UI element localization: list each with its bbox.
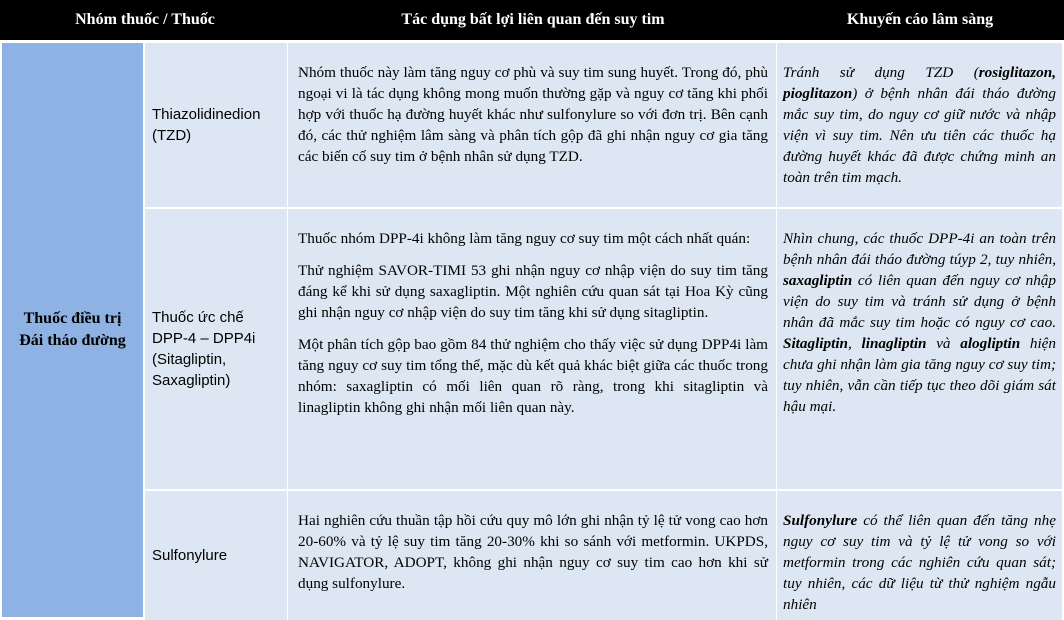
header-clinical-recommendation: Khuyến cáo lâm sàng [846,11,994,28]
drug-name-cell [145,491,288,620]
adverse-effect-cell [288,491,777,620]
drug-name-cell [145,43,288,207]
effect-paragraph: Nhóm thuốc này làm tăng nguy cơ phù và suy tim sung huyết. Trong đó, phù ngoại vi là tác dụng không mong muốn thường gặp và nguy cơ tăng khi phối hợp với thuốc hạ đường huyết khác như sulfonylure so với đơn trị. Bên cạnh đó, các thử nghiệm lâm sàng và phân tích gộp đã ghi nhận nguy cơ gia tăng các biến cố suy tim ở bệnh nhân sử dụng TZD. [298,64,768,165]
header-adverse-effect: Tác dụng bất lợi liên quan đến suy tim [401,11,665,28]
reco-text: ) ở bệnh nhân đái tháo đường mắc suy tim, do nguy cơ giữ nước và nhập viện vì suy tim. Nên ưu tiên các thuốc hạ đường huyết khác đã được chứng minh an toàn trên tim mạch. [783,85,1056,186]
drug-name-line: Thuốc ức chế [152,309,244,326]
recommendation-cell [777,491,1062,620]
reco-drug-name: Sitagliptin [783,335,848,352]
drug-name-line: Thiazolidinedion [152,106,261,123]
table-row-tzd [145,43,1062,207]
effect-paragraph: Hai nghiên cứu thuần tập hồi cứu quy mô lớn ghi nhận tỷ lệ tử vong cao hơn 20-60% và tỷ lệ suy tim tăng 20-30% khi so sánh với metformin. UKPDS, NAVIGATOR, ADOPT, không ghi nhận nguy cơ suy tim cao hơn khi sử dụng sulfonylure. [298,512,768,592]
drug-name-line: DPP-4 – DPP4i [152,330,256,347]
reco-drug-names: rosiglitazon, pioglitazon [783,64,1056,102]
drug-group-cell [2,43,143,617]
reco-drug-name: alogliptin [960,335,1021,352]
reco-drug-name: saxagliptin [783,272,853,289]
drug-name-line: Saxagliptin) [152,372,231,389]
reco-text: có liên quan đến nguy cơ nhập viện do suy tim và tránh sử dụng ở bệnh nhân đã mắc suy tim hoặc có nguy cơ cao. [783,272,1056,331]
reco-text: , [848,335,862,352]
table-row-dpp4i [145,209,1062,489]
group-line-1: Thuốc điều trị [23,310,122,327]
group-line-2: Đái tháo đường [19,332,126,349]
recommendation-cell [777,43,1062,207]
drug-name-line: (TZD) [152,127,192,144]
reco-drug-name: linagliptin [861,335,927,352]
reco-text: và [926,335,961,352]
drug-name-cell [145,209,288,489]
reco-text: hiện chưa ghi nhận làm gia tăng nguy cơ suy tim; tuy nhiên, vẫn cần tiếp tục theo dõi giám sát hậu mại. [783,335,1056,415]
effect-paragraph: Một phân tích gộp bao gồm 84 thử nghiệm cho thấy việc sử dụng DPP4i làm tăng nguy cơ suy tim tổng thể, mặc dù kết quả khác biệt giữa các thuốc trong nhóm: saxagliptin có mối liên quan rõ ràng, trong khi sitagliptin và linagliptin không ghi nhận mối liên quan này. [298,336,768,416]
effect-paragraph: Thuốc nhóm DPP-4i không làm tăng nguy cơ suy tim một cách nhất quán: [298,230,751,247]
table-header [0,0,1064,40]
effect-paragraph: Thử nghiệm SAVOR-TIMI 53 ghi nhận nguy cơ nhập viện do suy tim tăng đáng kể khi sử dụng saxagliptin. Một nghiên cứu quan sát tại Hoa Kỳ cũng ghi nhận nguy cơ nhập viện do suy tim tăng khi sử dụng sitagliptin. [298,262,768,321]
table-row-sulfonylure [145,491,1062,620]
reco-drug-name: Sulfonylure [783,512,858,529]
drug-name-line: Sulfonylure [152,547,228,564]
adverse-effect-cell [288,209,777,489]
adverse-effect-cell [288,43,777,207]
reco-text: có thể liên quan đến tăng nhẹ nguy cơ suy tim và tỷ lệ tử vong so với metformin trong các nghiên cứu quan sát; tuy nhiên, các dữ liệu từ thử nghiệm ngẫu nhiên [783,512,1056,613]
reco-text: Tránh sử dụng TZD ( [783,64,979,81]
drug-name-line: (Sitagliptin, [152,351,227,368]
recommendation-cell [777,209,1062,489]
reco-text: Nhìn chung, các thuốc DPP-4i an toàn trên bệnh nhân đái tháo đường túyp 2, tuy nhiên, [783,230,1056,268]
header-drug-group: Nhóm thuốc / Thuốc [75,11,215,28]
